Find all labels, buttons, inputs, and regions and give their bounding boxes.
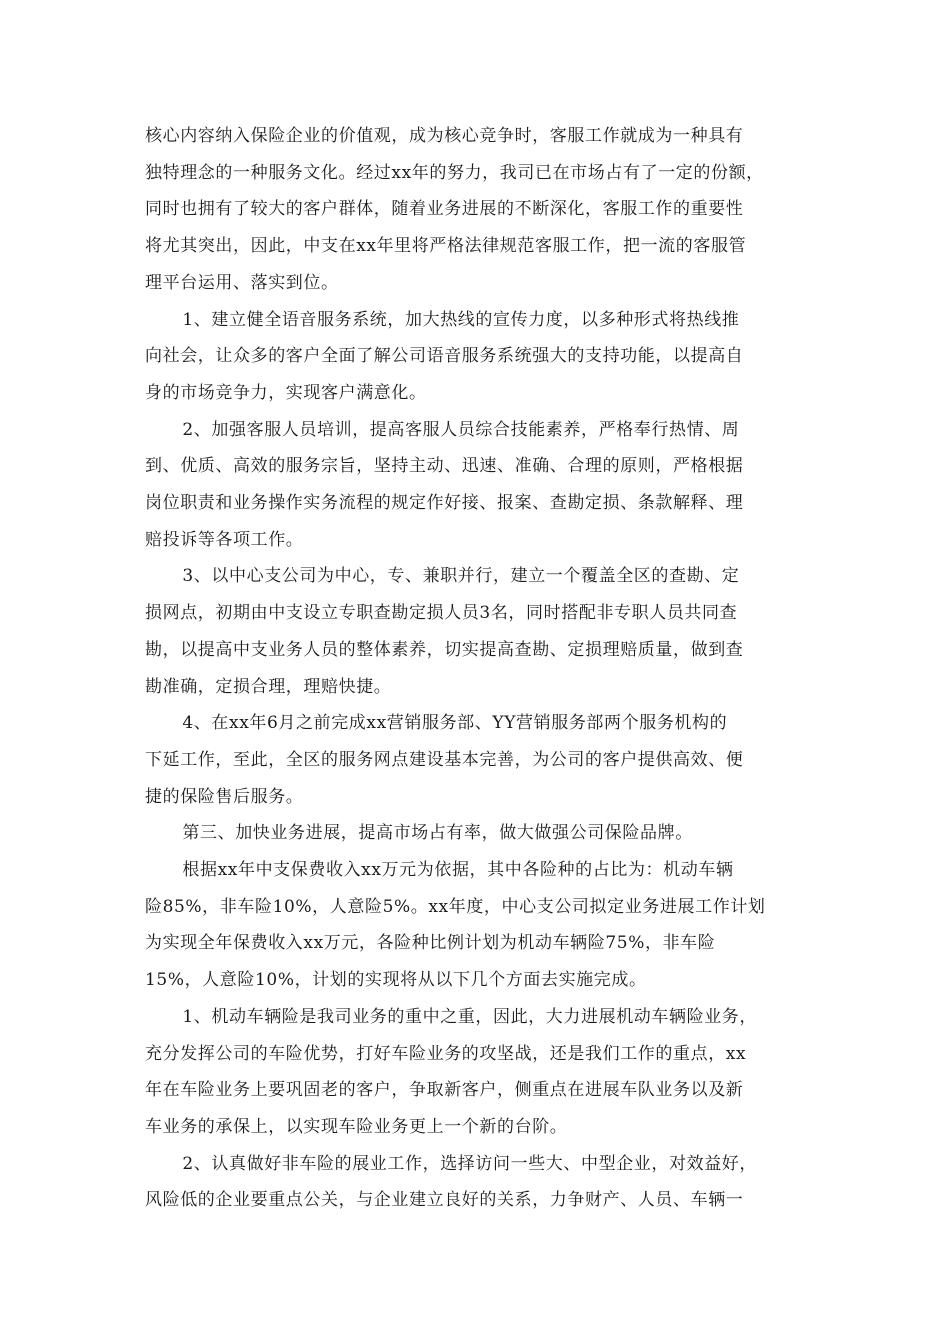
text-line: 根据xx年中支保费收入xx万元为依据，其中各险种的占比为：机动车辆: [182, 860, 734, 881]
text-line: 15%，人意险10%，计划的实现将从以下几个方面去实施完成。: [145, 970, 647, 991]
text-line: 勘准确，定损合理，理赔快捷。: [145, 676, 392, 697]
text-line: 为实现全年保费收入xx万元，各险种比例计划为机动车辆险75%，非车险: [145, 933, 716, 954]
text-line: 赔投诉等各项工作。: [145, 529, 304, 550]
text-line: 2、认真做好非车险的展业工作，选择访问一些大、中型企业，对效益好，: [182, 1153, 758, 1174]
text-line: 捷的保险售后服务。: [145, 786, 304, 807]
text-line: 身的市场竞争力，实现客户满意化。: [145, 382, 427, 403]
text-line: 勘，以提高中支业务人员的整体素养，切实提高查勘、定损理赔质量，做到查: [145, 639, 744, 660]
text-line: 理平台运用、落实到位。: [145, 272, 339, 293]
text-line: 风险低的企业要重点公关，与企业建立良好的关系，力争财产、人员、车辆一: [145, 1190, 744, 1211]
text-line: 核心内容纳入保险企业的价值观，成为核心竞争时，客服工作就成为一种具有: [145, 126, 744, 146]
paragraph: [145, 558, 805, 705]
paragraph: [145, 302, 805, 412]
text-line: 年在车险业务上要巩固老的客户，争取新客户，侧重点在进展车队业务以及新: [145, 1080, 744, 1101]
text-line: 向社会，让众多的客户全面了解公司语音服务系统强大的支持功能，以提高自: [145, 346, 744, 367]
paragraph: [145, 815, 805, 852]
text-line: 2、加强客服人员培训，提高客服人员综合技能素养，严格奉行热情、周: [182, 419, 740, 440]
text-line: 充分发挥公司的车险优势，打好车险业务的攻坚战，还是我们工作的重点，xx: [145, 1043, 747, 1064]
paragraph: [145, 705, 805, 815]
paragraph: [145, 1146, 805, 1219]
text-line: 到、优质、高效的服务宗旨，坚持主动、迅速、准确、合理的原则，严格根据: [145, 456, 744, 477]
text-line: 独特理念的一种服务文化。经过xx年的努力，我司已在市场占有了一定的份额，: [145, 162, 764, 183]
text-line: 岗位职责和业务操作实务流程的规定作好接、报案、查勘定损、条款解释、理: [145, 493, 744, 514]
text-line: 第三、加快业务进展，提高市场占有率，做大做强公司保险品牌。: [182, 823, 693, 844]
paragraph: [145, 118, 805, 302]
document-body: [145, 118, 805, 1219]
text-line: 1、建立健全语音服务系统，加大热线的宣传力度，以多种形式将热线推: [182, 309, 740, 330]
text-line: 险85%，非车险10%，人意险5%。xx年度，中心支公司拟定业务进展工作计划: [145, 896, 766, 917]
text-line: 1、机动车辆险是我司业务的重中之重，因此，大力进展机动车辆险业务，: [182, 1006, 758, 1027]
text-line: 将尤其突出，因此，中支在xx年里将严格法律规范客服工作，把一流的客服管: [145, 236, 747, 257]
text-line: 3、以中心支公司为中心，专、兼职并行，建立一个覆盖全区的查勘、定: [182, 566, 740, 587]
paragraph: [145, 999, 805, 1146]
text-line: 车业务的承保上，以实现车险业务更上一个新的台阶。: [145, 1116, 568, 1137]
paragraph: [145, 852, 805, 999]
paragraph: [145, 412, 805, 559]
text-line: 同时也拥有了较大的客户群体，随着业务进展的不断深化，客服工作的重要性: [145, 199, 744, 220]
text-line: 4、在xx年6月之前完成xx营销服务部、YY营销服务部两个服务机构的: [182, 713, 728, 734]
text-line: 下延工作，至此，全区的服务网点建设基本完善，为公司的客户提供高效、便: [145, 749, 744, 770]
text-line: 损网点，初期由中支设立专职查勘定损人员3名，同时搭配非专职人员共同查: [145, 603, 738, 624]
